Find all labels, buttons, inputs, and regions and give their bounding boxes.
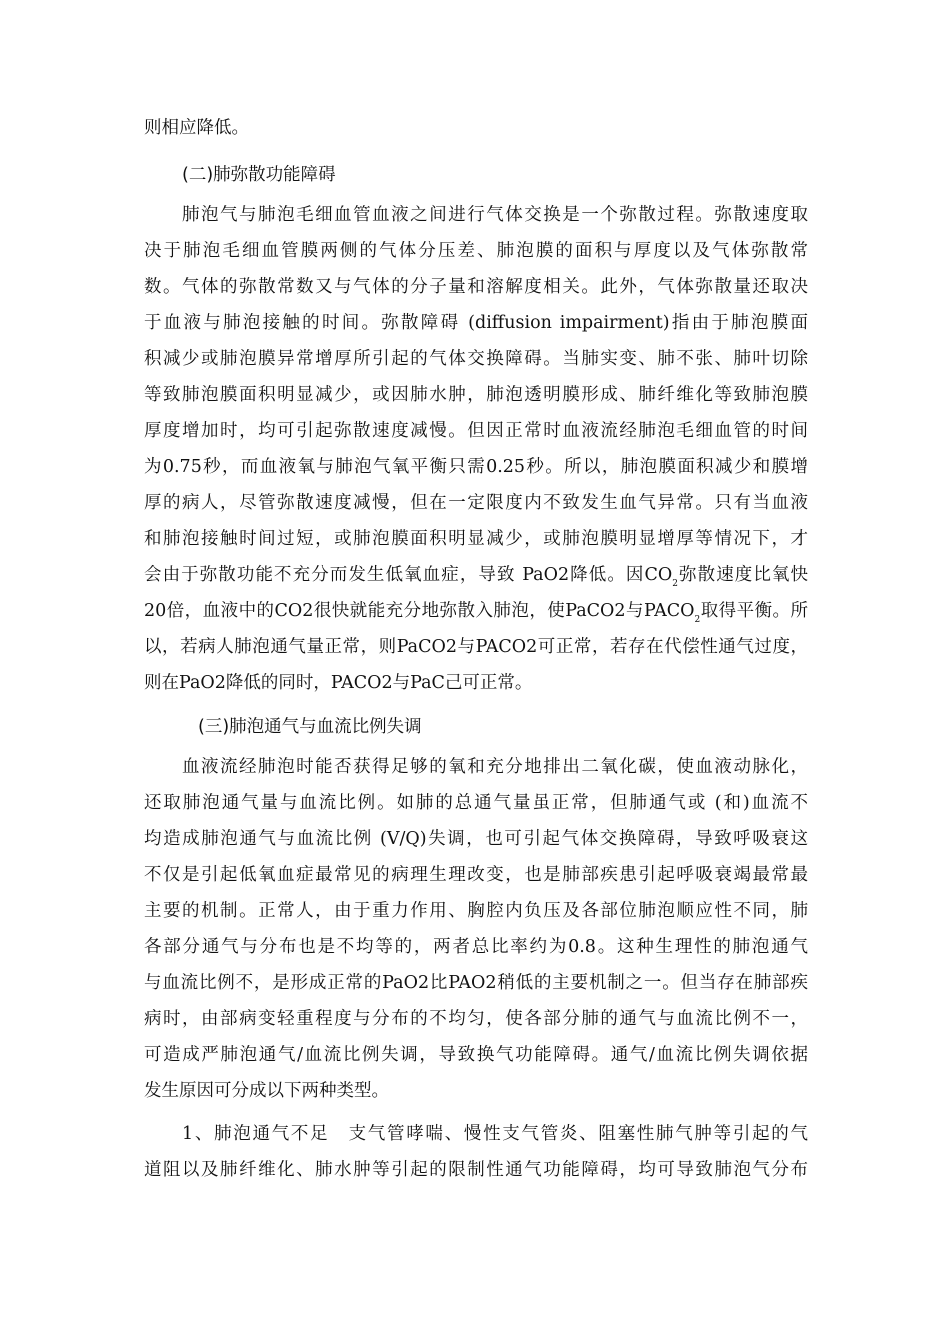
paragraph-line: 病时，由部病变轻重程度与分布的不均匀，使各部分肺的通气与血流比例不一， — [144, 1009, 808, 1029]
paragraph-line: 各部分通气与分布也是不均等的，两者总比率约为0.8。这种生理性的肺泡通气 — [144, 937, 808, 957]
paragraph-line: 可造成严肺泡通气/血流比例失调，导致换气功能障碍。通气/血流比例失调依据 — [144, 1045, 808, 1065]
paragraph-line: 主要的机制。正常人，由于重力作用、胸腔内负压及各部位肺泡顺应性不同，肺 — [144, 901, 808, 921]
paragraph-line: 厚的病人，尽管弥散速度减慢，但在一定限度内不致发生血气异常。只有当血液 — [144, 493, 808, 513]
line-text: 取得平衡。所 — [700, 601, 808, 621]
paragraph-line: 不仅是引起低氧血症最常见的病理生理改变，也是肺部疾患引起呼吸衰竭最常最 — [144, 865, 808, 885]
paragraph-line: 以，若病人肺泡通气量正常，则PaCO2与PACO2可正常，若存在代偿性通气过度， — [144, 637, 808, 657]
paragraph-line: 则相应降低。 — [144, 118, 249, 138]
paragraph-line: 血液流经肺泡时能否获得足够的氧和充分地排出二氧化碳，使血液动脉化， — [182, 757, 808, 777]
paragraph-line: 道阻以及肺纤维化、肺水肿等引起的限制性通气功能障碍，均可导致肺泡气分布 — [144, 1160, 808, 1180]
paragraph-line-with-subscript — [144, 564, 809, 589]
paragraph-line: 等致肺泡膜面积明显减少，或因肺水肿，肺泡透明膜形成、肺纤维化等致肺泡膜 — [144, 385, 808, 405]
paragraph-line: 厚度增加时，均可引起弥散速度减慢。但因正常时血液流经肺泡毛细血管的时间 — [144, 421, 808, 441]
paragraph-line: 与血流比例不，是形成正常的PaO2比PAO2稍低的主要机制之一。但当存在肺部疾 — [144, 973, 808, 993]
line-text: 会由于弥散功能不充分而发生低氧血症，导致 PaO2降低。因CO — [144, 565, 673, 585]
paragraph-line: 肺泡气与肺泡毛细血管血液之间进行气体交换是一个弥散过程。弥散速度取 — [182, 205, 808, 225]
paragraph-line: 均造成肺泡通气与血流比例 (V/Q)失调，也可引起气体交换障碍，导致呼吸衰这 — [144, 829, 808, 849]
subscript: 2 — [694, 615, 701, 625]
paragraph-line: 数。气体的弥散常数又与气体的分子量和溶解度相关。此外，气体弥散量还取决 — [144, 277, 808, 297]
paragraph-line: 决于肺泡毛细血管膜两侧的气体分压差、肺泡膜的面积与厚度以及气体弥散常 — [144, 241, 808, 261]
paragraph-line-with-subscript — [144, 600, 808, 625]
line-text: 弥散速度比氧快 — [677, 565, 809, 585]
paragraph-line: 积减少或肺泡膜异常增厚所引起的气体交换障碍。当肺实变、肺不张、肺叶切除 — [144, 349, 808, 369]
section-heading-2: (二)肺弥散功能障碍 — [182, 165, 336, 185]
section-heading-3: (三)肺泡通气与血流比例失调 — [198, 717, 422, 737]
line-text: 20倍，血液中的CO2很快就能充分地弥散入肺泡，使PaCO2与PACO — [144, 601, 695, 621]
paragraph-line: 和肺泡接触时间过短，或肺泡膜面积明显减少，或肺泡膜明显增厚等情况下，才 — [144, 529, 808, 549]
paragraph-line: 于血液与肺泡接触的时间。弥散障碍 (diffusion impairment)指由于肺泡膜面 — [144, 313, 808, 333]
paragraph-line: 则在PaO2降低的同时，PACO2与PaC己可正常。 — [144, 673, 533, 693]
paragraph-line: 还取肺泡通气量与血流比例。如肺的总通气量虽正常，但肺通气或 (和)血流不 — [144, 793, 808, 813]
paragraph-line: 为0.75秒，而血液氧与肺泡气氧平衡只需0.25秒。所以，肺泡膜面积减少和膜增 — [144, 457, 808, 477]
paragraph-line: 发生原因可分成以下两种类型。 — [144, 1081, 389, 1101]
subscript: 2 — [672, 579, 678, 589]
paragraph-line: 1、肺泡通气不足 支气管哮喘、慢性支气管炎、阻塞性肺气肿等引起的气 — [182, 1124, 808, 1144]
